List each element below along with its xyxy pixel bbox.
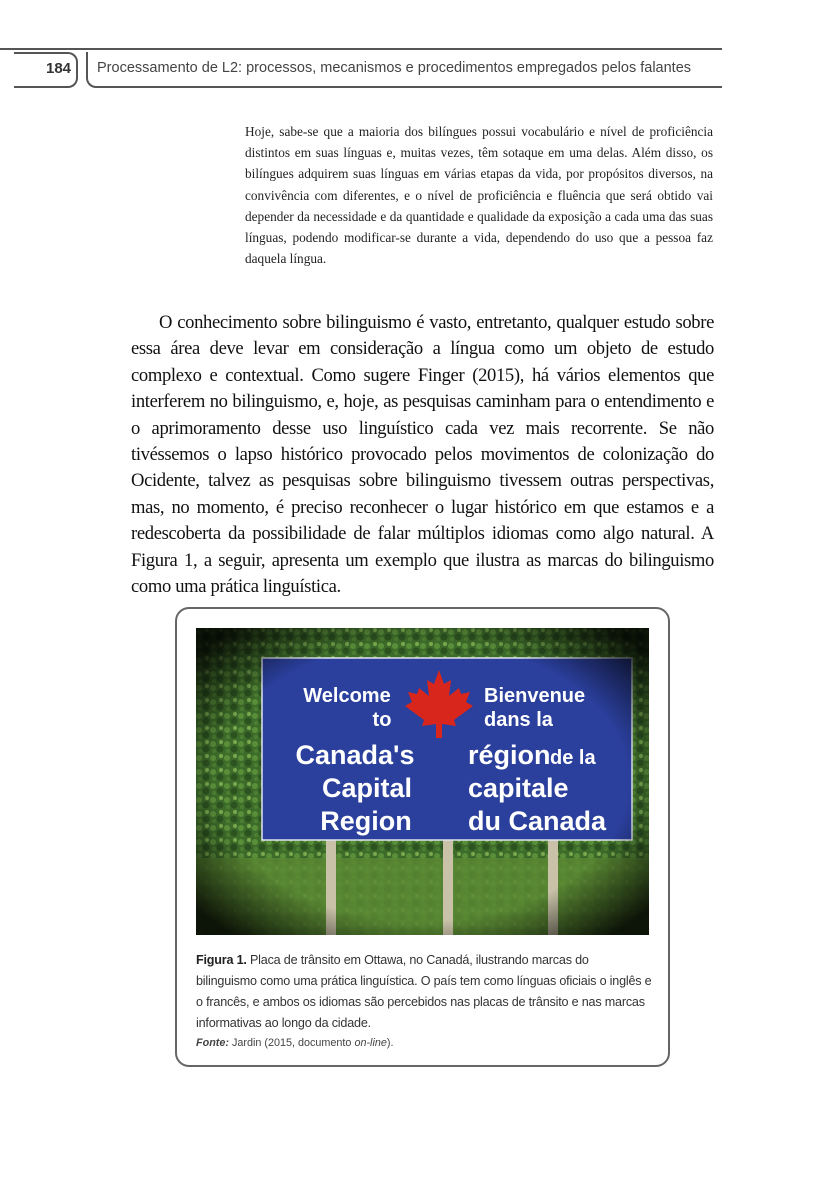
sign-photo-illustration [196,628,649,935]
body-paragraph: O conhecimento sobre bilinguismo é vasto, entretanto, qualquer estudo sobre essa área deve levar em consideração a língua como um objeto de estudo complexo e contextual. Como sugere Finger (2015), há vários elementos que interferem no bilinguismo, e, hoje, as pesquisas caminham para o entendimento e o aprimoramento desse uso linguístico cada vez mais recorrente. Se não tivéssemos o lapso histórico provocado pelos movimentos de colonização do Ocidente, talvez as pesquisas sobre bilinguismo tivessem outras perspectivas, mas, no momento, é preciso reconhecer o lugar histórico em que estamos e a redescoberta da possibilidade de falar múltiplos idiomas como algo natural. A Figura 1, a seguir, apresenta um exemplo que ilustra as marcas do bilinguismo como uma prática linguística. [131,312,714,598]
source-text: Jardin (2015, documento [228,1037,355,1049]
photo-vignette [196,628,649,935]
figure-photo [196,628,649,935]
running-title: Processamento de L2: processos, mecanismos e procedimentos empregados pelos falantes [97,60,692,76]
caption-label: Figura 1. [196,953,247,967]
header-rule [0,48,722,50]
figure-caption [196,950,652,1034]
page-number: 184 [46,60,72,77]
figure-source [196,1037,652,1049]
source-end: ). [386,1037,394,1049]
block-quote: Hoje, sabe-se que a maioria dos bilíngues possui vocabulário e nível de proficiência distintos em suas línguas e, muitas vezes, têm sotaque em uma delas. Além disso, os bilíngues adquirem suas línguas em várias etapas da vida, por propósitos diversos, na convivência com diferentes, e o nível de proficiência e fluência que será obtido vai depender da necessidade e da quantidade e qualidade da exposição a cada uma das suas línguas, podendo modificar-se durante a vida, dependendo do uso que a pessoa faz daquela língua. [245,124,713,267]
source-italic: on-line [354,1037,387,1049]
source-label: Fonte: [196,1037,229,1049]
caption-text: Placa de trânsito em Ottawa, no Canadá, ilustrando marcas do bilinguismo como uma prática linguística. O país tem como línguas oficiais o inglês e o francês, e ambos os idiomas são percebidos nas placas de trânsito e nas marcas informativas ao longo da cidade. [196,953,652,1030]
